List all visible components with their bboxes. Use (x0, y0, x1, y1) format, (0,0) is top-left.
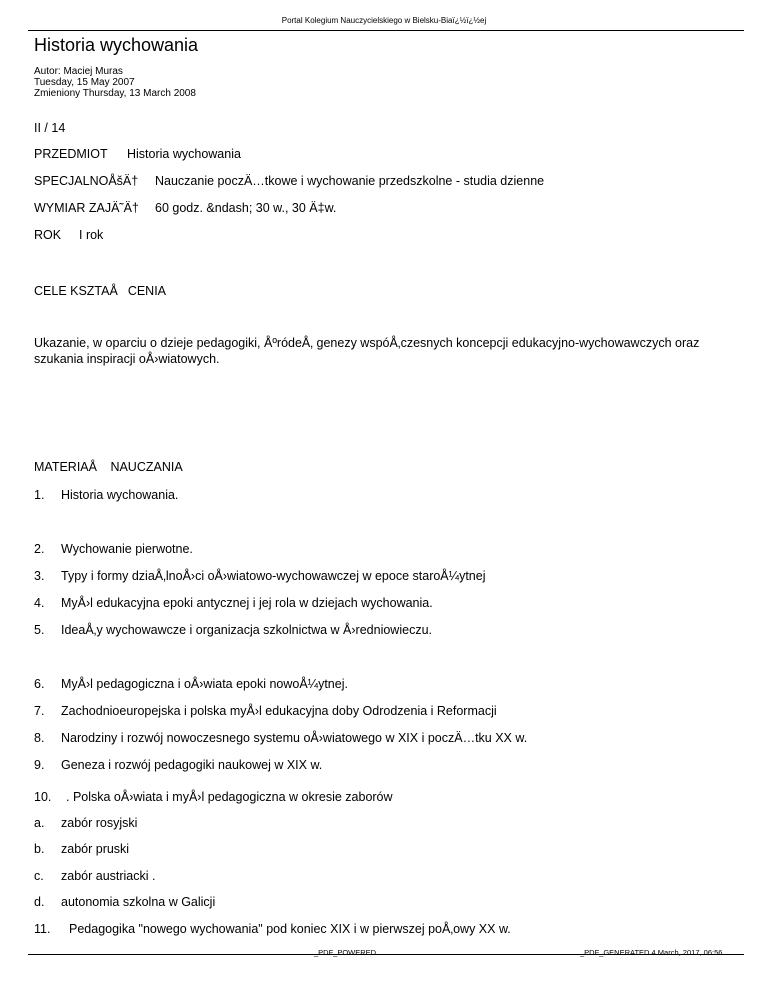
rok-label: ROK (34, 228, 62, 242)
list-item-text: MyÅ›l pedagogiczna i oÅ›wiata epoki nowoÅ¼ytnej. (61, 677, 348, 691)
list-item-text: Geneza i rozwój pedagogiki naukowej w XIX w. (61, 758, 323, 772)
footer-powered: _PDF_POWERED (314, 948, 377, 957)
list-item-number: a. (34, 816, 45, 830)
przedmiot-label: PRZEDMIOT (34, 147, 108, 161)
list-item-text: Typy i formy dziaÅ‚lnoÅ›ci oÅ›wiatowo-wychowawczej w epoce staroÅ¼ytnej (61, 569, 486, 583)
list-item-number: c. (34, 869, 44, 883)
list-item-text: Wychowanie pierwotne. (61, 542, 193, 556)
cele-text: Ukazanie, w oparciu o dzieje pedagogiki, ÅºródeÅ‚ genezy wspóÅ‚czesnych koncepcji edukacyjno-wychowawczych oraz szukania inspiracji oÅ›wiatowych. (34, 336, 700, 366)
article-author: Autor: Maciej Muras (34, 66, 123, 77)
article-date: Tuesday, 15 May 2007 (34, 77, 135, 88)
list-item-number: 9. (34, 758, 45, 772)
list-item-text: Narodziny i rozwój nowoczesnego systemu oÅ›wiatowego w XIX i poczÄ…tku XX w. (61, 731, 528, 745)
list-item-text: Historia wychowania. (61, 488, 179, 502)
list-item-number: b. (34, 842, 45, 856)
list-item-text: Pedagogika "nowego wychowania" pod koniec XIX i w pierwszej poÅ‚owy XX w. (69, 922, 511, 936)
cele-heading: CELE KSZTAÅCENIA (34, 284, 167, 298)
przedmiot-value: Historia wychowania (127, 147, 241, 161)
article-modified: Zmieniony Thursday, 13 March 2008 (34, 88, 196, 99)
list-item-text: zabór austriacki . (61, 869, 156, 883)
material-heading: MATERIAÅ NAUCZANIA (34, 460, 183, 474)
list-item-number: 3. (34, 569, 45, 583)
list-item-text: MyÅ›l edukacyjna epoki antycznej i jej rola w dziejach wychowania. (61, 596, 433, 610)
wymiar-label: WYMIAR ZAJÄ˜Ä† (34, 201, 139, 215)
list-item-number: 7. (34, 704, 45, 718)
list-item-number: 10. (34, 790, 52, 804)
list-item-number: 6. (34, 677, 45, 691)
list-item-number: 4. (34, 596, 45, 610)
header-rule (28, 30, 744, 31)
list-item-number: 8. (34, 731, 45, 745)
list-item-text: autonomia szkolna w Galicji (61, 895, 216, 909)
course-code: II / 14 (34, 121, 66, 135)
rok-value: I rok (79, 228, 104, 242)
list-item-text: zabór pruski (61, 842, 130, 856)
list-item-text: zabór rosyjski (61, 816, 138, 830)
list-item-text: . Polska oÅ›wiata i myÅ›l pedagogiczna w okresie zaborów (66, 790, 393, 804)
list-item-number: 11. (34, 922, 51, 936)
list-item-number: 2. (34, 542, 45, 556)
article-title: Historia wychowania (34, 35, 199, 55)
wymiar-value: 60 godz. &ndash; 30 w., 30 Ä‡w. (155, 201, 337, 215)
list-item-text: Zachodnioeuropejska i polska myÅ›l edukacyjna doby Odrodzenia i Reformacji (61, 704, 497, 718)
list-item-number: d. (34, 895, 45, 909)
footer-generated: _PDF_GENERATED 4 March, 2017, 06:56 (580, 948, 723, 957)
list-item-number: 1. (34, 488, 45, 502)
specjalnosc-value: Nauczanie poczÄ…tkowe i wychowanie przedszkolne - studia dzienne (155, 174, 545, 188)
list-item-number: 5. (34, 623, 45, 637)
page-header: Portal Kolegium Nauczycielskiego w Bielsku-Biaï¿½ï¿½ej (281, 16, 487, 25)
specjalnosc-label: SPECJALNOÅšÄ† (34, 174, 139, 188)
list-item-text: IdeaÅ‚y wychowawcze i organizacja szkolnictwa w Å›redniowieczu. (61, 623, 432, 637)
